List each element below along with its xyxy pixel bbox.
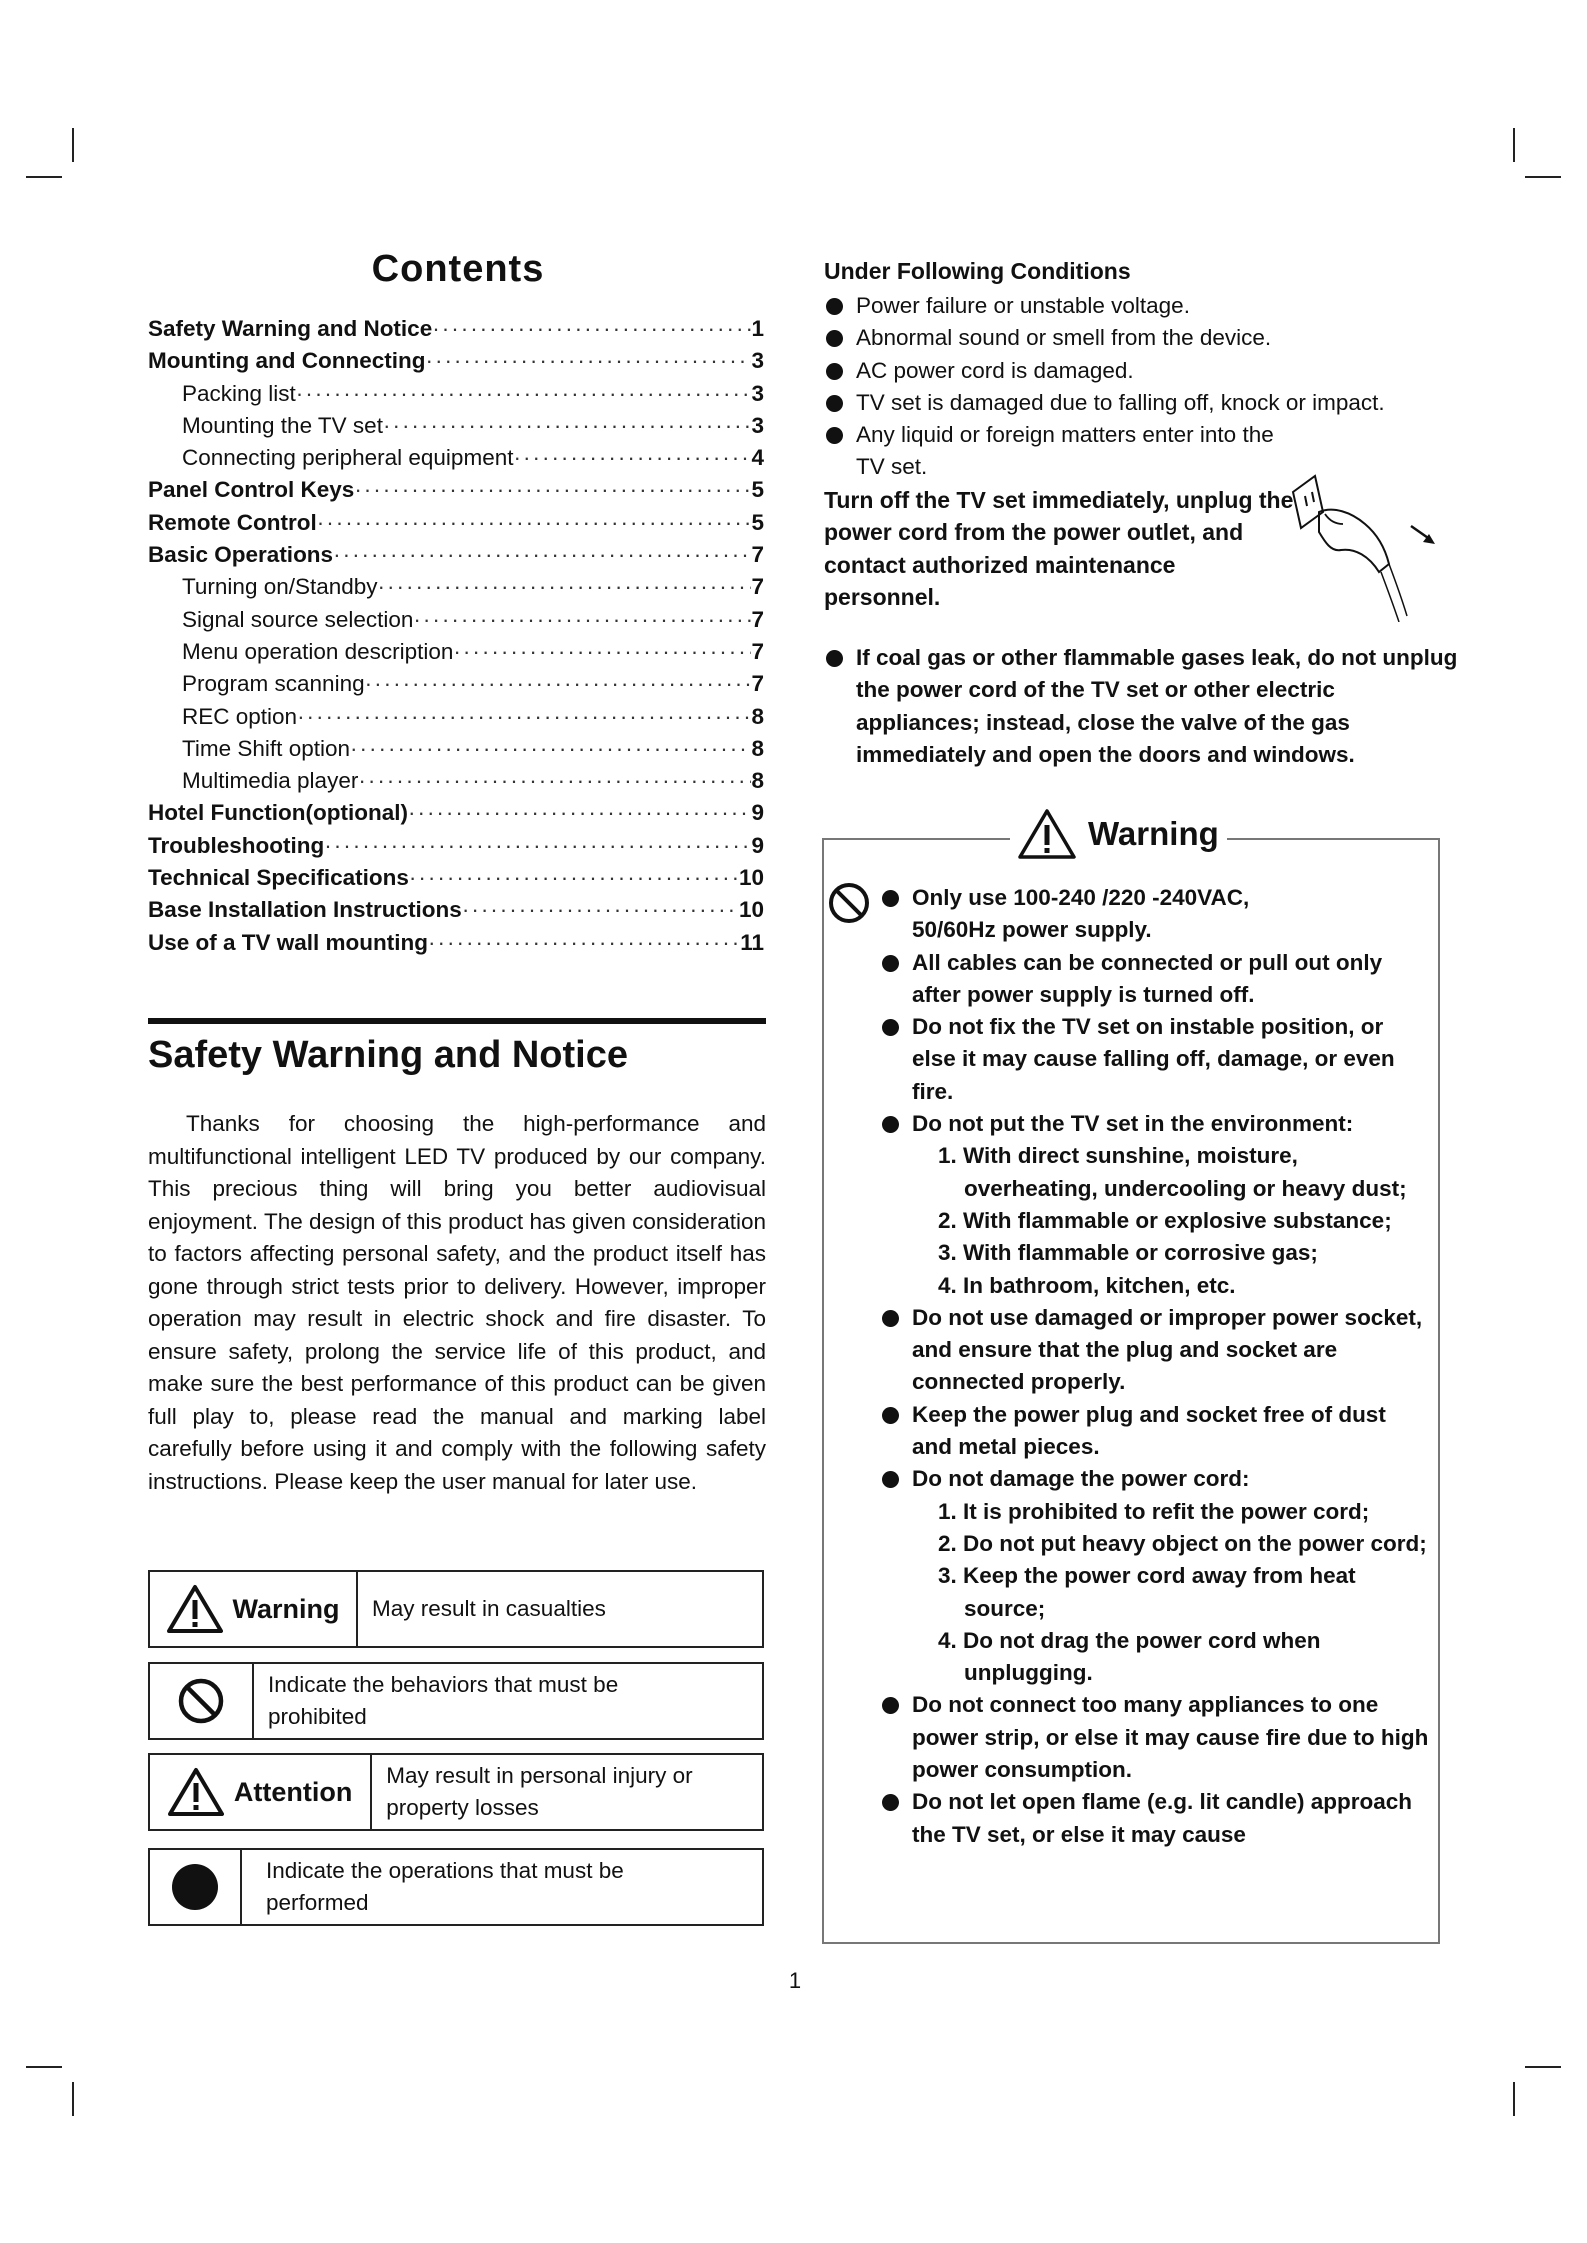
- toc-entry: [148, 413, 764, 445]
- attention-description: May result in personal injury or property losses: [386, 1763, 693, 1820]
- unplug-illustration-icon: [1285, 472, 1445, 622]
- toc-entry: [148, 930, 764, 962]
- crop-mark: [1525, 2066, 1561, 2068]
- legend-must-icon-cell: [150, 1850, 242, 1924]
- toc-entry: [148, 704, 764, 736]
- toc-entry: [148, 445, 764, 477]
- toc-entry: [148, 800, 764, 832]
- toc-entry-label: Turning on/Standby: [182, 574, 378, 600]
- toc-leader-dots: [365, 671, 752, 697]
- list-item: Do not damage the power cord:: [880, 1463, 1432, 1495]
- gas-leak-notice: [824, 642, 1464, 771]
- list-item: Do not let open flame (e.g. lit candle) approach the TV set, or else it may cause: [880, 1786, 1432, 1851]
- toc-leader-dots: [297, 704, 751, 730]
- toc-entry-label: Time Shift option: [182, 735, 350, 761]
- toc-entry-label: Packing list: [182, 380, 296, 406]
- toc-leader-dots: [383, 413, 752, 439]
- prohibited-icon: [176, 1676, 226, 1726]
- toc-entry-label: Signal source selection: [182, 606, 414, 632]
- toc-entry: [148, 639, 764, 671]
- toc-entry-label: Use of a TV wall mounting: [148, 929, 429, 955]
- toc-entry-label: Remote Control: [148, 509, 317, 535]
- toc-leader-dots: [317, 510, 752, 536]
- sub-item: 1. With direct sunshine, moisture, overheating, undercooling or heavy dust;: [938, 1143, 1407, 1201]
- toc-entry-label: Mounting the TV set: [182, 412, 383, 438]
- prohibited-icon: [826, 880, 872, 926]
- attention-label: Attention: [233, 1776, 353, 1807]
- crop-mark: [1513, 128, 1515, 162]
- toc-entry-page: 3: [751, 412, 764, 438]
- power-supply-line2: 50/60Hz power supply.: [912, 917, 1152, 943]
- toc-entry-page: 8: [751, 735, 764, 761]
- crop-mark: [26, 2066, 62, 2068]
- toc-entry: [148, 897, 764, 929]
- toc-entry: [148, 833, 764, 865]
- toc-entry-page: 8: [751, 703, 764, 729]
- sub-item: 3. Keep the power cord away from heat source;: [938, 1563, 1356, 1621]
- list-item: All cables can be connected or pull out only after power supply is turned off.: [880, 947, 1432, 1012]
- toc-leader-dots: [358, 768, 751, 794]
- toc-leader-dots: [378, 574, 752, 600]
- legend-attention-label: [150, 1755, 372, 1829]
- toc-entry-page: 5: [751, 509, 764, 535]
- sub-item: 1. It is prohibited to refit the power cord;: [938, 1498, 1370, 1524]
- toc-leader-dots: [513, 445, 751, 471]
- toc-entry-page: 1: [751, 316, 764, 341]
- toc-entry-label: REC option: [182, 703, 298, 729]
- toc-leader-dots: [425, 348, 751, 374]
- list-item: AC power cord is damaged.: [824, 355, 1464, 387]
- legend-prohibit: [148, 1662, 764, 1740]
- toc-leader-dots: [462, 897, 739, 923]
- warning-triangle-icon: [1018, 808, 1076, 860]
- attention-triangle-icon: [168, 1767, 224, 1817]
- list-item: If coal gas or other flammable gases leak, do not unplug the power cord of the TV set or other electric appliances; instead, close the valve of the gas immediately and open the doors and windows.: [824, 642, 1464, 771]
- toc-leader-dots: [432, 316, 751, 342]
- toc-entry: [148, 477, 764, 509]
- legend-attention: [148, 1753, 764, 1831]
- warning-label: Warning: [232, 1593, 340, 1624]
- table-of-contents: [148, 316, 764, 962]
- toc-entry: [148, 736, 764, 768]
- toc-entry-label: Mounting and Connecting: [148, 348, 426, 374]
- toc-entry-label: Technical Specifications: [148, 865, 409, 891]
- toc-entry-label: Program scanning: [182, 671, 365, 697]
- list-item: [880, 882, 1432, 947]
- crop-mark: [1513, 2082, 1515, 2116]
- warning-description: May result in casualties: [372, 1596, 606, 1621]
- conditions-list: [824, 290, 1464, 484]
- list-item: Do not use damaged or improper power socket, and ensure that the plug and socket are connected properly.: [880, 1302, 1432, 1399]
- page-number: 1: [788, 1968, 802, 1993]
- list-item: Abnormal sound or smell from the device.: [824, 322, 1464, 354]
- legend-warning-label: [150, 1572, 358, 1646]
- list-item: Do not fix the TV set on instable position, or else it may cause falling off, damage, or even fire.: [880, 1011, 1432, 1108]
- toc-leader-dots: [408, 800, 752, 826]
- toc-entry-page: 7: [751, 542, 764, 568]
- toc-leader-dots: [409, 865, 739, 891]
- toc-entry: [148, 768, 764, 800]
- sub-item: 4. In bathroom, kitchen, etc.: [938, 1272, 1236, 1298]
- toc-entry: [148, 865, 764, 897]
- crop-mark: [72, 2082, 74, 2116]
- toc-entry-page: 5: [751, 477, 764, 503]
- list-item: Any liquid or foreign matters enter into the TV set.: [824, 419, 1276, 484]
- legend-warning: [148, 1570, 764, 1648]
- toc-entry-label: Troubleshooting: [148, 832, 325, 858]
- toc-entry-label: Base Installation Instructions: [148, 897, 462, 923]
- toc-entry: [148, 316, 764, 348]
- toc-entry-label: Safety Warning and Notice: [148, 316, 433, 341]
- toc-entry-page: 9: [751, 832, 764, 858]
- toc-entry: [148, 348, 764, 380]
- sub-item: 2. With flammable or explosive substance;: [938, 1207, 1392, 1233]
- toc-leader-dots: [324, 833, 751, 859]
- sub-item: 2. Do not put heavy object on the power cord;: [938, 1530, 1427, 1556]
- list-item: Keep the power plug and socket free of dust and metal pieces.: [880, 1399, 1432, 1464]
- power-supply-line1: Only use 100-240 /220 -240VAC,: [912, 885, 1250, 910]
- toc-entry: [148, 381, 764, 413]
- toc-leader-dots: [296, 381, 752, 407]
- toc-entry: [148, 574, 764, 606]
- list-item: TV set is damaged due to falling off, knock or impact.: [824, 387, 1464, 419]
- warning-triangle-icon: [167, 1584, 223, 1634]
- safety-title: Safety Warning and Notice: [148, 1034, 628, 1076]
- list-item: Power failure or unstable voltage.: [824, 290, 1464, 322]
- toc-leader-dots: [428, 930, 740, 956]
- intro-paragraph: Thanks for choosing the high-performance and multifunctional intelligent LED TV produced by our company. This precious thing will bring you better audiovisual enjoyment. The design of this product has given consideration to factors affecting personal safety, and the product itself has gone through strict tests prior to delivery. However, improper operation may result in electric shock and fire disaster. To ensure safety, prolong the service life of this product, and make sure the best performance of this product can be given full play to, please read the manual and marking label carefully before using it and comply with the following safety instructions. Please keep the user manual for later use.: [148, 1111, 766, 1494]
- toc-entry-page: 10: [738, 897, 764, 923]
- section-rule: [148, 1018, 766, 1024]
- crop-mark: [26, 176, 62, 178]
- toc-entry: [148, 542, 764, 574]
- contents-title: Contents: [371, 248, 545, 290]
- toc-entry: [148, 671, 764, 703]
- toc-entry: [148, 510, 764, 542]
- must-description: Indicate the operations that must be performed: [266, 1858, 624, 1915]
- toc-entry-page: 10: [738, 865, 764, 891]
- toc-entry-page: 3: [751, 348, 764, 374]
- toc-leader-dots: [413, 607, 751, 633]
- toc-entry: [148, 607, 764, 639]
- list-item: Do not put the TV set in the environment:: [880, 1108, 1432, 1140]
- toc-entry-label: Connecting peripheral equipment: [182, 445, 514, 471]
- crop-mark: [72, 128, 74, 162]
- toc-entry-page: 7: [751, 606, 764, 632]
- toc-entry-label: Basic Operations: [148, 542, 334, 568]
- toc-leader-dots: [354, 477, 751, 503]
- toc-leader-dots: [333, 542, 751, 568]
- toc-entry-label: Panel Control Keys: [148, 477, 355, 503]
- toc-entry-page: 9: [751, 800, 764, 826]
- toc-entry-page: 4: [751, 445, 764, 471]
- list-item: Do not connect too many appliances to one power strip, or else it may cause fire due to high power consumption.: [880, 1689, 1432, 1786]
- sub-item: 3. With flammable or corrosive gas;: [938, 1240, 1318, 1266]
- turn-off-instruction: Turn off the TV set immediately, unplug the power cord from the power outlet, and contact authorized maintenance personnel.: [824, 487, 1294, 610]
- toc-entry-label: Hotel Function(optional): [148, 800, 408, 826]
- toc-leader-dots: [350, 736, 751, 762]
- warning-list: [880, 882, 1432, 1851]
- sub-item: 4. Do not drag the power cord when unplugging.: [938, 1627, 1321, 1686]
- crop-mark: [1525, 176, 1561, 178]
- toc-entry-label: Menu operation description: [182, 638, 454, 664]
- toc-entry-page: 7: [751, 671, 764, 697]
- filled-circle-icon: [170, 1862, 220, 1912]
- toc-entry-page: 7: [751, 574, 764, 600]
- warning-box-title: Warning: [1088, 815, 1219, 852]
- toc-entry-page: 7: [751, 638, 764, 664]
- toc-entry-page: 11: [740, 929, 764, 955]
- legend-prohibit-icon-cell: [150, 1664, 254, 1738]
- toc-entry-page: 3: [751, 380, 764, 406]
- legend-must: [148, 1848, 764, 1926]
- warning-box-header: [1010, 808, 1227, 860]
- prohibit-description: Indicate the behaviors that must be prohibited: [268, 1672, 619, 1729]
- toc-leader-dots: [453, 639, 751, 665]
- toc-entry-label: Multimedia player: [182, 768, 359, 794]
- conditions-heading: Under Following Conditions: [824, 258, 1131, 284]
- toc-entry-page: 8: [751, 768, 764, 794]
